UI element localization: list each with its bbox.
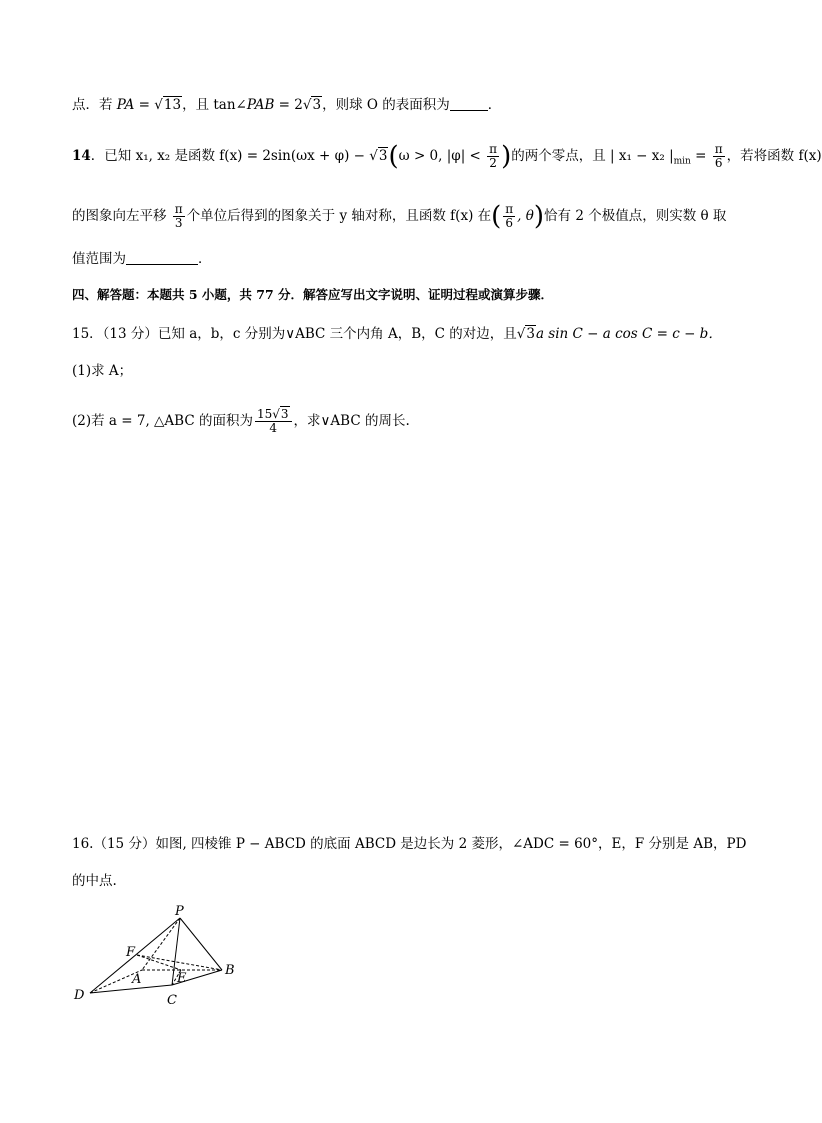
q14-text2: 的两个零点，且 | x₁ − x₂ | xyxy=(511,148,674,164)
q14-cond: ω > 0, |φ| < xyxy=(398,148,486,164)
q15-sqrt3: 3 xyxy=(526,326,535,342)
q14-interval-end: , θ xyxy=(517,208,534,224)
q13-prefix: 点．若 xyxy=(72,97,117,113)
q14-frac-pi6: $\frac{\pi}{6}$ xyxy=(714,142,723,170)
q15-stem-a: 15．（13 分）已知 a，b，c 分别为∨ABC 三个内角 A，B，C 的对边，且 xyxy=(72,326,517,342)
q13-tail: 点．若 PA = √13，且 tan∠PAB = 2√3，则球 O 的表面积为 ． xyxy=(72,97,502,113)
edge-FB xyxy=(137,955,222,970)
q14-line2: 的图象向左平移 $\frac{\pi}{3}$ 个单位后得到的图象关于 y 轴对称，且函数 f(x) 在( $\frac{\pi}{6}$ , θ)恰有 2 个极值点，则实数 θ 取 xyxy=(72,201,727,232)
q14-answer-blank[interactable] xyxy=(126,264,198,265)
q16-line1: 16.（15 分）如图, 四棱锥 P − ABCD 的底面 ABCD 是边长为 2 菱形，∠ADC = 60°，E，F 分别是 AB，PD xyxy=(72,836,747,852)
q15-part2-b: ，求∨ABC 的周长. xyxy=(293,413,410,429)
q14-sqrt3: 3 xyxy=(378,148,388,164)
q14-line3 xyxy=(72,249,212,269)
section4-heading: 四、解答题：本题共 5 小题，共 77 分．解答应写出文字说明、证明过程或演算步骤． xyxy=(72,287,554,302)
q14-line2b: 个单位后得到的图象关于 y 轴对称，且函数 f(x) 在 xyxy=(186,208,492,224)
q14-line1: 14．已知 x₁, x₂ 是函数 f(x) = 2sin(ωx + φ) − √3(ω > 0, |φ| < $\frac{\pi}{2}$ )的两个零点，且 | x₁ − x₂ $|_{min}$ = $\frac{\pi}{6}$ ，若将函数 f(x) xyxy=(72,141,822,172)
q16-line2: 的中点. xyxy=(72,873,117,889)
edge-PB xyxy=(180,918,222,970)
q13-angle: PAB xyxy=(246,97,275,113)
q15-stem-b: a sin C − a cos C = c − b． xyxy=(535,326,722,342)
q13-mid: ，且 tan∠ xyxy=(182,97,247,113)
q14-eq: = xyxy=(690,148,711,164)
label-D: D xyxy=(74,988,85,1003)
label-P: P xyxy=(175,904,184,919)
q14-number: 14 xyxy=(72,148,91,164)
q13-end: ． xyxy=(487,97,502,113)
q13-pa: PA = xyxy=(116,97,155,113)
edge-DC xyxy=(90,985,172,993)
q14-line3-end: ． xyxy=(198,251,212,267)
q13-eq: = 2 xyxy=(274,97,303,113)
q15-part1: (1)求 A； xyxy=(72,363,133,379)
q15-part2 xyxy=(72,408,410,435)
q14-text1: ．已知 x₁, x₂ 是函数 f(x) = 2sin(ωx + φ) − xyxy=(90,148,370,164)
q14-frac-pi2: $\frac{\pi}{2}$ xyxy=(489,142,498,170)
q15-area-frac: $\frac{15√3}{4}$ xyxy=(255,408,292,435)
label-E: E xyxy=(177,971,187,986)
q15-stem: 15．（13 分）已知 a，b，c 分别为∨ABC 三个内角 A，B，C 的对边，且√3a sin C − a cos C = c − b． xyxy=(72,326,722,342)
q13-sqrt3: 3 xyxy=(312,97,322,113)
q15-part2-a: (2)若 a = 7, △ABC 的面积为 xyxy=(72,413,253,429)
label-C: C xyxy=(167,993,177,1008)
q14-text3: ，若将函数 f(x) xyxy=(726,148,822,164)
label-A: A xyxy=(132,972,142,987)
q14-line3-text: 值范围为 xyxy=(72,251,126,267)
q13-suffix: ，则球 O 的表面积为 xyxy=(322,97,450,113)
q14-line2a: 的图象向左平移 xyxy=(72,208,171,224)
q14-frac-pi6-b: $\frac{\pi}{6}$ xyxy=(505,202,514,230)
q14-line2c: 恰有 2 个极值点，则实数 θ 取 xyxy=(544,208,727,224)
pyramid-figure xyxy=(66,900,256,1015)
q13-pa-val: 13 xyxy=(163,97,182,113)
label-B: B xyxy=(225,963,235,978)
q14-min: min xyxy=(673,156,691,167)
q13-answer-blank[interactable] xyxy=(450,110,488,111)
label-F: F xyxy=(126,945,136,960)
q14-frac-pi3: $\frac{\pi}{3}$ xyxy=(174,202,183,230)
